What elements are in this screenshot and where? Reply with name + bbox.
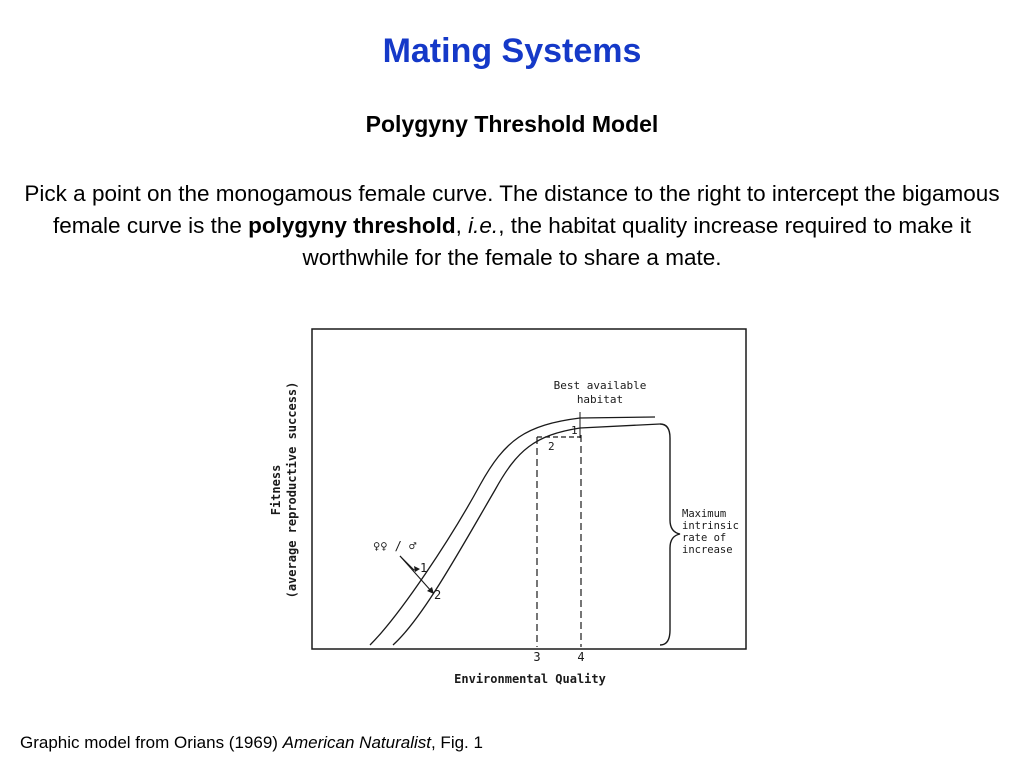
curve1-label: 1 [420,561,428,575]
x-axis-label: Environmental Quality [454,672,606,686]
brace-label-line1: Maximum [682,508,727,520]
slide-body-text [8,178,1016,274]
figure-caption [20,733,483,753]
polygyny-threshold-figure [260,320,760,695]
body-text-italic: i.e. [468,213,499,238]
body-text-part2: , [455,213,469,238]
best-habitat-label-line2: habitat [576,393,624,406]
y-axis-label-line1: Fitness [269,464,283,516]
curve-monogamous [370,417,655,645]
best-habitat-label-line1: Best available [553,379,647,392]
plot-frame [312,329,746,649]
brace-label-line3: rate of [682,532,727,544]
female-male-symbol: ♀♀ / ♂ [373,539,417,553]
brace [660,424,680,645]
caption-italic: American Naturalist [282,733,431,752]
slide-title: Mating Systems [382,32,642,70]
body-text-part1: Pick a point on the monogamous female curve. The distance to the right to intercept the bigamous female curve is the [24,181,1000,238]
y-axis-label-line2: (average reproductive success) [285,381,299,599]
brace-label-line4: increase [682,544,733,556]
slide-subtitle: Polygyny Threshold Model [365,111,659,137]
tick-label-4: 4 [577,650,585,664]
curve2-label: 2 [434,588,442,602]
body-text-part3: , the habitat quality increase required to make it worthwhile for the female to share a mate. [302,213,971,270]
caption-text2: , Fig. 1 [430,733,483,752]
curve1-top-mark: 1 [571,424,578,437]
body-text-bold: polygyny threshold [248,213,456,238]
tick-label-3: 3 [533,650,541,664]
caption-text1: Graphic model from Orians (1969) [20,733,283,752]
curve-bigamous [393,424,660,645]
curve2-top-mark: 2 [548,440,555,453]
brace-label-line2: intrinsic [682,520,739,532]
